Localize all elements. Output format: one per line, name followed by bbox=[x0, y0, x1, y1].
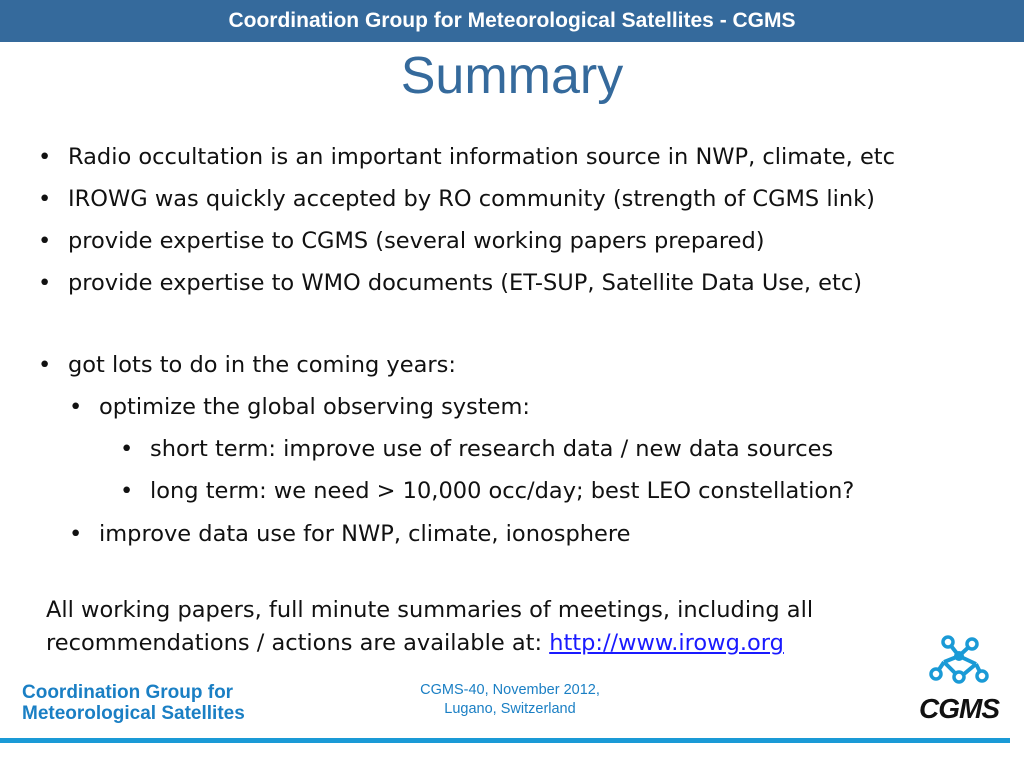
note-line-2-text: recommendations / actions are available at: bbox=[46, 630, 550, 656]
sub-sub-bullet-item bbox=[120, 431, 834, 467]
bullet-item bbox=[38, 347, 456, 383]
bullet-item bbox=[38, 139, 895, 175]
bullet-item bbox=[38, 181, 875, 217]
footer-event-line-1: CGMS-40, November 2012, bbox=[420, 682, 600, 698]
footer-organization bbox=[22, 682, 245, 724]
bullet-dot: • bbox=[38, 186, 52, 212]
sub-bullet-item bbox=[69, 516, 631, 552]
bullet-text: provide expertise to CGMS (several working papers prepared) bbox=[68, 228, 765, 254]
bullet-dot: • bbox=[38, 144, 52, 170]
bullet-text: improve data use for NWP, climate, ionosphere bbox=[99, 521, 631, 547]
bullet-text: IROWG was quickly accepted by RO community (strength of CGMS link) bbox=[68, 186, 875, 212]
bullet-text: short term: improve use of research data / new data sources bbox=[150, 436, 834, 462]
bullet-dot: • bbox=[38, 352, 52, 378]
availability-note bbox=[46, 594, 946, 660]
bullet-dot: • bbox=[38, 270, 52, 296]
irowg-link[interactable]: http://www.irowg.org bbox=[549, 630, 784, 656]
bullet-text: Radio occultation is an important information source in NWP, climate, etc bbox=[68, 144, 895, 170]
bullet-text: optimize the global observing system: bbox=[99, 394, 530, 420]
bullet-item bbox=[38, 265, 862, 301]
bullet-dot: • bbox=[120, 436, 134, 462]
footer-event bbox=[380, 681, 640, 719]
slide-title: Summary bbox=[400, 47, 624, 105]
footer-event-line-2: Lugano, Switzerland bbox=[444, 701, 576, 717]
bullet-text: long term: we need > 10,000 occ/day; best LEO constellation? bbox=[150, 478, 855, 504]
bullet-dot: • bbox=[38, 228, 52, 254]
bullet-dot: • bbox=[69, 521, 83, 547]
sub-sub-bullet-item bbox=[120, 473, 855, 509]
header-title: Coordination Group for Meteorological Satellites - CGMS bbox=[228, 9, 796, 32]
footer-org-line-2: Meteorological Satellites bbox=[22, 703, 245, 724]
footer-org-line-1: Coordination Group for bbox=[22, 682, 234, 703]
note-line-2 bbox=[46, 627, 946, 660]
bullet-text: provide expertise to WMO documents (ET-SUP, Satellite Data Use, etc) bbox=[68, 270, 862, 296]
cgms-logo-text: CGMS bbox=[919, 693, 999, 724]
note-line-1: All working papers, full minute summaries of meetings, including all bbox=[46, 597, 814, 623]
bullet-dot: • bbox=[69, 394, 83, 420]
bullet-dot: • bbox=[120, 478, 134, 504]
bullet-text: got lots to do in the coming years: bbox=[68, 352, 456, 378]
footer-divider bbox=[0, 738, 1010, 743]
bullet-item bbox=[38, 223, 765, 259]
sub-bullet-item bbox=[69, 389, 530, 425]
